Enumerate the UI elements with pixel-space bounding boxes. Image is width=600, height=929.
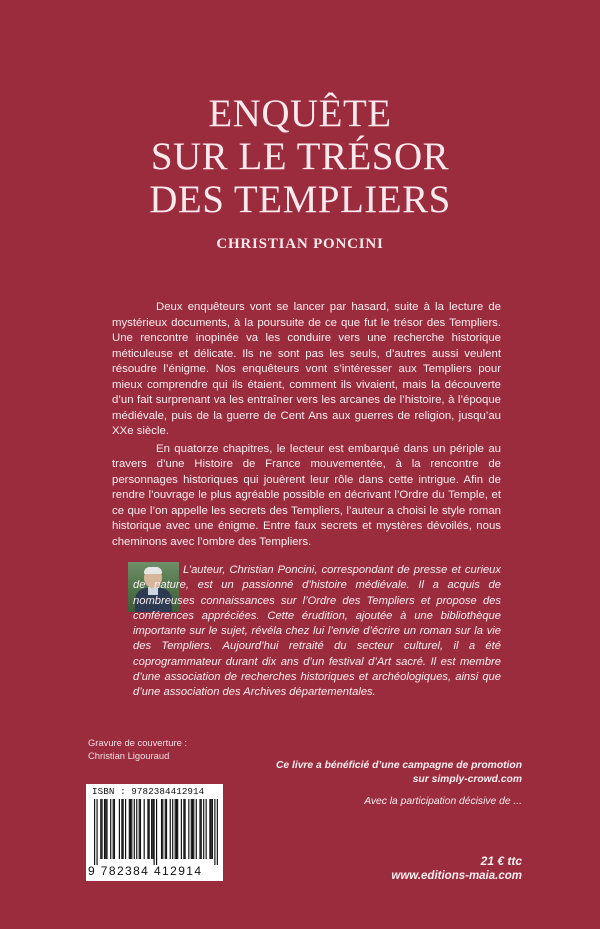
barcode-bar	[192, 799, 193, 859]
barcode-bar	[134, 799, 135, 859]
barcode-bar	[172, 799, 173, 859]
barcode-bar	[162, 799, 163, 859]
barcode-bar	[176, 799, 177, 859]
barcode-bar	[165, 799, 166, 859]
barcode-bar	[214, 799, 215, 865]
barcode-bar	[170, 799, 171, 859]
ean-digits: 9 782384 412914	[88, 864, 203, 878]
barcode-bar	[129, 799, 130, 859]
barcode-bar	[121, 799, 122, 859]
barcode-bar	[101, 799, 102, 859]
barcode-bar	[154, 799, 155, 865]
barcode-bar	[123, 799, 124, 859]
barcode-bar	[100, 799, 101, 859]
barcode-bar	[211, 799, 212, 859]
barcode-bar	[183, 799, 184, 859]
barcode-bar	[217, 799, 218, 865]
barcode-bar	[166, 799, 167, 859]
title-line-2: SUR LE TRÉSOR	[150, 135, 450, 178]
barcode-bar	[110, 799, 111, 859]
cover-engraving-credit	[88, 736, 187, 762]
barcode-bar	[140, 799, 141, 859]
engraving-label: Gravure de couverture :	[88, 737, 188, 748]
promo-line-2: sur simply-crowd.com	[412, 774, 522, 785]
isbn-label: ISBN : 9782384412914	[92, 786, 205, 797]
participation-note: Avec la participation décisive de ...	[364, 796, 522, 807]
barcode-bar	[125, 799, 126, 859]
barcode-bar	[106, 799, 107, 859]
summary-paragraph-2: En quatorze chapitres, le lecteur est embarqué dans un périple au travers d’une Histoire de France mouvementée, à la rencontre de personnages historiques qui jouèrent leur rôle dans cette intrigue. Afin de rendre l’ouvrage le plus agréable possible en décrivant l’Ordre du Temple, et ce que l’on appelle les secrets des Templiers, l’auteur a choisi le style roman historique avec une énigme. Entre faux secrets et mystères dévoilés, nous cheminons avec l’ombre des Templiers.	[112, 442, 501, 548]
book-summary	[112, 300, 501, 552]
barcode-bar	[104, 799, 105, 859]
barcode-bar	[144, 799, 145, 859]
author-name: CHRISTIAN PONCINI	[216, 236, 384, 252]
barcode-bar	[147, 799, 148, 859]
barcode-bar	[151, 799, 152, 859]
barcode-bar	[185, 799, 186, 859]
barcode-bar	[114, 799, 115, 859]
barcode-bar	[94, 799, 95, 865]
title-line-3: DES TEMPLIERS	[149, 178, 451, 221]
summary-paragraph-1: Deux enquêteurs vont se lancer par hasard, suite à la lecture de mystérieux documents, à la poursuite de ce que fut le trésor des Templiers. Une rencontre inopinée va les conduire vers une recherche historique méticuleuse et délicate. Ils ne sont pas les seuls, d’autres aussi veulent résoudre l’énigme. Nos enquêteurs vont s’intéresser aux Templiers pour mieux comprendre qui ils étaient, comment ils vivaient, mais la découverte d’un fait surprenant va les entraîner vers les arcanes de l’histoire, à l’époque médiévale, puis de la guerre de Cent Ans aux guerres de religion, jusqu’au XXe siècle.	[112, 301, 501, 437]
barcode-bar	[136, 799, 137, 859]
barcode-bar	[201, 799, 202, 859]
barcode-bar	[181, 799, 182, 859]
isbn-barcode	[86, 784, 223, 881]
barcode-bar	[113, 799, 114, 859]
barcode-bar	[130, 799, 131, 859]
barcode-bar	[156, 799, 157, 865]
barcode-bar	[193, 799, 194, 859]
barcode-bar	[206, 799, 207, 859]
book-title	[0, 92, 600, 221]
barcode-bar	[131, 799, 132, 859]
barcode-bar	[139, 799, 140, 859]
promo-line-1: Ce livre a bénéficié d’une campagne de promotion	[275, 760, 522, 771]
barcode-bar	[105, 799, 106, 859]
engraving-artist: Christian Ligouraud	[88, 750, 170, 761]
publisher-website: www.editions-maia.com	[391, 870, 522, 882]
promo-notice	[262, 759, 522, 787]
barcode-bar	[199, 799, 200, 859]
barcode-bar	[177, 799, 178, 859]
barcode-bar	[212, 799, 213, 859]
barcode-bar	[209, 799, 210, 859]
barcode-bar	[149, 799, 150, 859]
barcode-bar	[203, 799, 204, 859]
barcode-bar	[188, 799, 189, 859]
barcode-bar	[161, 799, 162, 859]
title-line-1: ENQUÊTE	[208, 92, 392, 135]
barcode-bar	[196, 799, 197, 859]
barcode-bar	[152, 799, 153, 859]
author-bio: L’auteur, Christian Poncini, correspondant de presse et curieux de nature, est un passionné d’histoire médiévale. Il a acquis de nombreuses connaissances sur l’Ordre des Templiers et propose des conférences appréciées. Cette érudition, ajoutée à une bibliothèque importante sur le sujet, révéla chez lui l’envie d’écrire un roman sur la vie des Templiers. Aujourd’hui retraité du secteur culturel, il a été coprogrammateur durant dix ans d’un festival d’Art sacré. Il est membre d’une association de recherches historiques et archéologiques, ainsi que d’une association des Archives départementales.	[133, 564, 501, 699]
barcode-bar	[119, 799, 120, 859]
barcode-bars	[94, 799, 218, 865]
barcode-bar	[175, 799, 176, 859]
barcode-bar	[191, 799, 192, 859]
price: 21 € ttc	[480, 854, 522, 868]
barcode-bar	[96, 799, 97, 865]
